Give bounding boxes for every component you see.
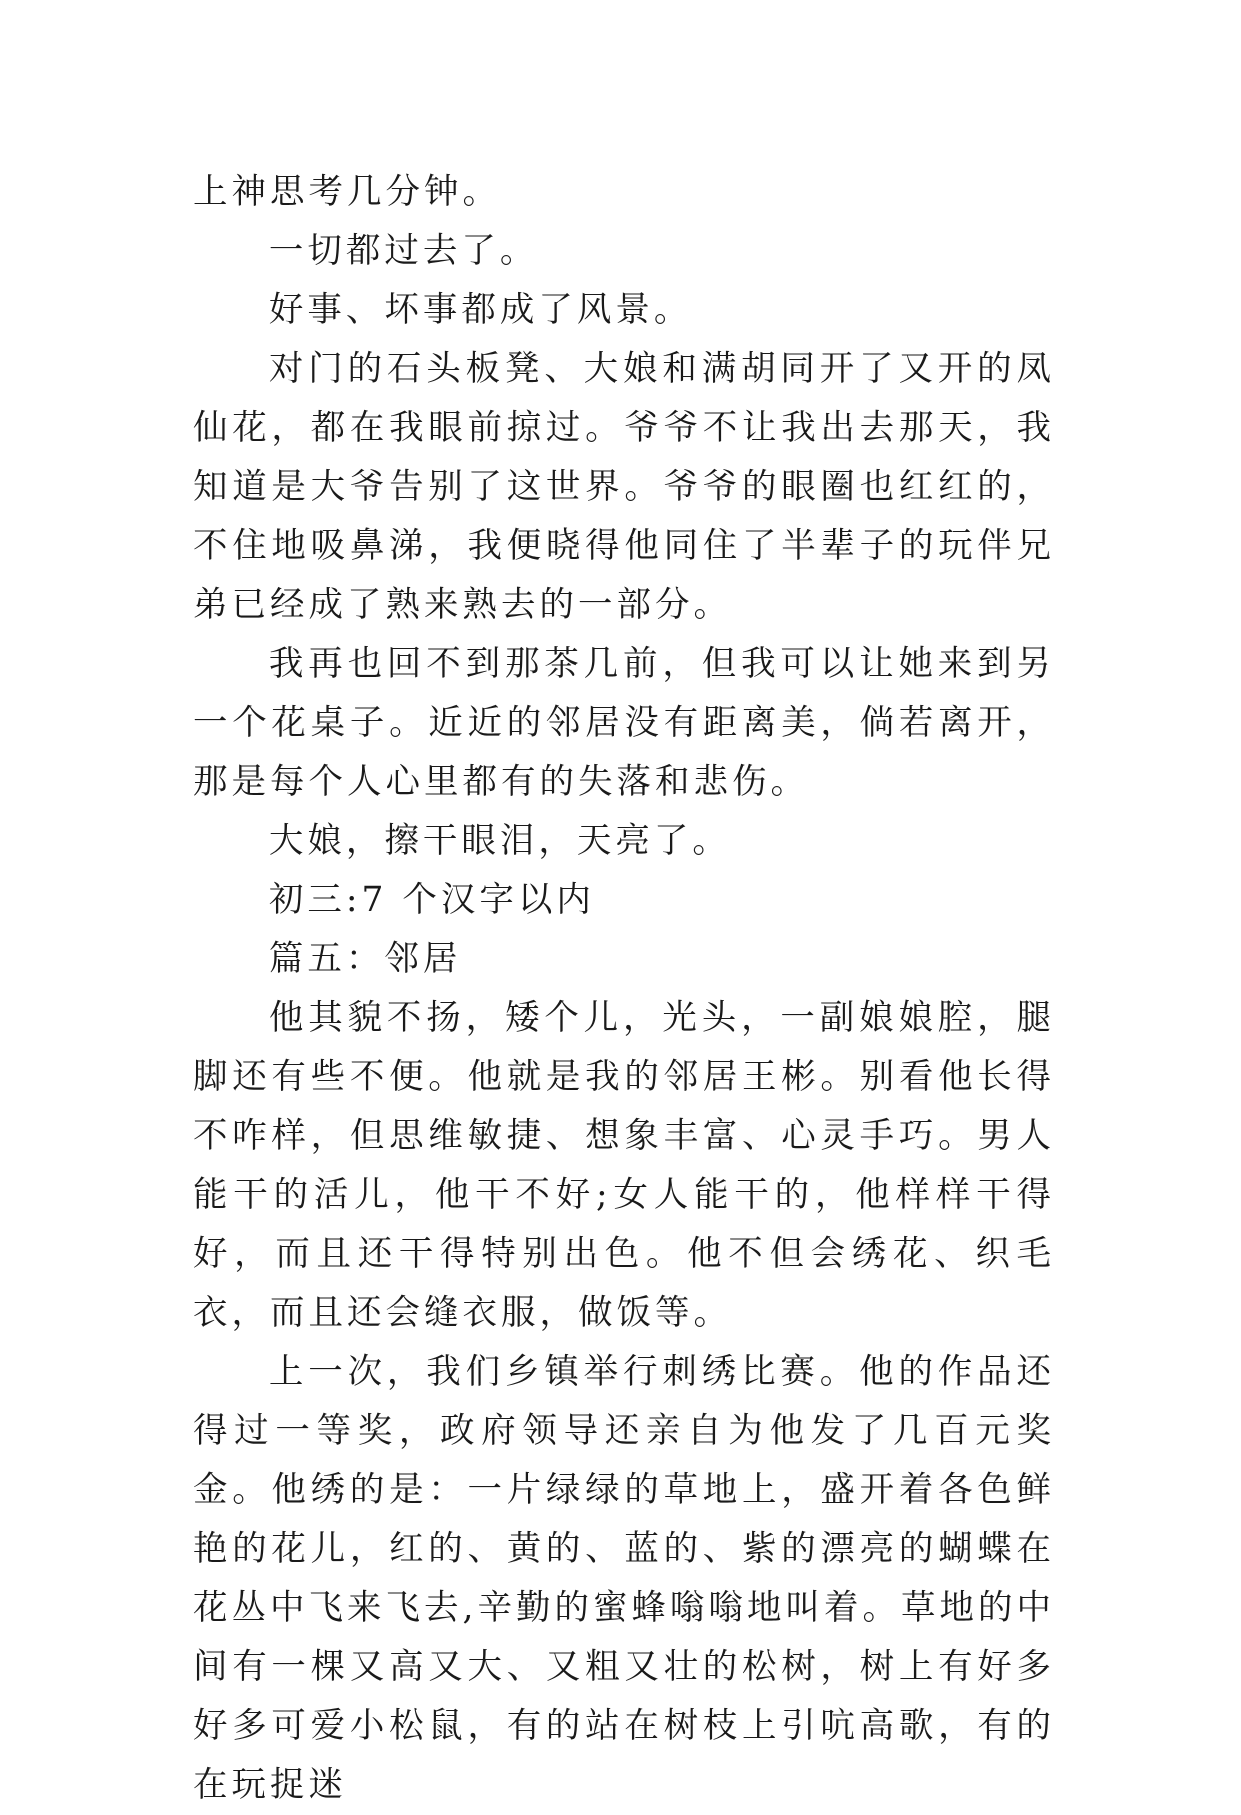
paragraph: 上一次，我们乡镇举行刺绣比赛。他的作品还得过一等奖，政府领导还亲自为他发了几百元奖金。他绣的是：一片绿绿的草地上，盛开着各色鲜艳的花儿，红的、黄的、蓝的、紫的漂亮的蝴蝶在花丛中飞来飞去,辛勤的蜜蜂嗡嗡地叫着。草地的中间有一棵又高又大、又粗又壮的松树，树上有好多好多可爱小松鼠，有的站在树枝上引吭高歌，有的在玩捉迷 <box>193 1352 1055 1805</box>
paragraph: 好事、坏事都成了风景。 <box>268 290 693 330</box>
paragraph: 上神思考几分钟。 <box>193 172 501 212</box>
paragraph: 我再也回不到那茶几前，但我可以让她来到另一个花桌子。近近的邻居没有距离美，倘若离开，那是每个人心里都有的失落和悲伤。 <box>193 644 1055 802</box>
paragraph: 一切都过去了。 <box>268 231 539 271</box>
paragraph: 对门的石头板凳、大娘和满胡同开了又开的凤仙花，都在我眼前掠过。爷爷不让我出去那天，我知道是大爷告别了这世界。爷爷的眼圈也红红的，不住地吸鼻涕，我便晓得他同住了半辈子的玩伴兄弟已经成了熟来熟去的一部分。 <box>193 349 1055 625</box>
paragraph: 大娘，擦干眼泪，天亮了。 <box>268 821 731 861</box>
document-body <box>193 163 1055 1815</box>
paragraph: 他其貌不扬，矮个儿，光头，一副娘娘腔，腿脚还有些不便。他就是我的邻居王彬。别看他长得不咋样，但思维敏捷、想象丰富、心灵手巧。男人能干的活儿，他干不好;女人能干的，他样样干得好，而且还干得特别出色。他不但会绣花、织毛衣，而且还会缝衣服，做饭等。 <box>193 998 1055 1333</box>
grade-label: 初三:7 个汉字以内 <box>268 880 595 920</box>
section-heading: 篇五：邻居 <box>268 939 462 979</box>
